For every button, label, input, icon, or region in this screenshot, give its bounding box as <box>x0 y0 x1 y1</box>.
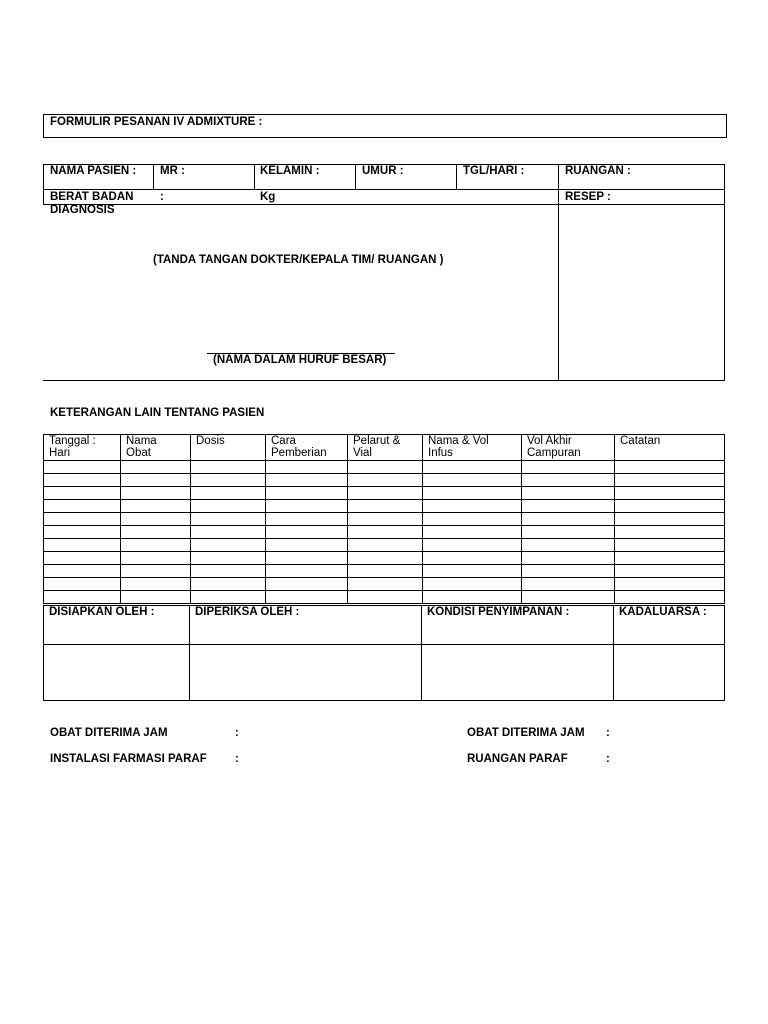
expiry-header <box>614 606 725 645</box>
ward-signature-colon: : <box>606 753 610 765</box>
diagnosis-label: DIAGNOSIS <box>50 204 115 216</box>
table-row <box>44 552 725 565</box>
administration-route-cell[interactable] <box>266 552 348 565</box>
preparation-table <box>43 605 725 701</box>
drug-name-cell[interactable] <box>121 539 191 552</box>
administration-route-cell[interactable] <box>266 513 348 526</box>
final-volume-header-label: Vol Akhir Campuran <box>527 435 581 459</box>
drug-name-cell[interactable] <box>121 500 191 513</box>
dose-cell[interactable] <box>191 526 266 539</box>
other-notes-label: KETERANGAN LAIN TENTANG PASIEN <box>50 407 265 419</box>
notes-cell[interactable] <box>615 500 725 513</box>
administration-route-cell[interactable] <box>266 461 348 474</box>
infusion-name-volume-cell[interactable] <box>423 565 522 578</box>
dose-cell[interactable] <box>191 591 266 604</box>
notes-cell[interactable] <box>615 513 725 526</box>
divider <box>558 164 559 190</box>
date-day-cell[interactable] <box>44 487 121 500</box>
drug-name-cell[interactable] <box>121 487 191 500</box>
ward-received-time-colon: : <box>606 727 610 739</box>
prepared-by-label: DISIAPKAN OLEH : <box>49 606 155 618</box>
final-volume-cell[interactable] <box>522 591 615 604</box>
dose-cell[interactable] <box>191 578 266 591</box>
solvent-vial-cell[interactable] <box>348 500 423 513</box>
ward-signature-label: RUANGAN PARAF <box>467 753 568 765</box>
final-volume-header <box>522 435 615 461</box>
ward-received-time-label: OBAT DITERIMA JAM <box>467 727 585 739</box>
solvent-vial-cell[interactable] <box>348 513 423 526</box>
administration-route-cell[interactable] <box>266 578 348 591</box>
administration-route-cell[interactable] <box>266 500 348 513</box>
prescription-label: RESEP : <box>565 191 611 203</box>
infusion-name-volume-header <box>423 435 522 461</box>
table-row <box>44 487 725 500</box>
final-volume-cell[interactable] <box>522 513 615 526</box>
infusion-name-volume-cell[interactable] <box>423 591 522 604</box>
solvent-vial-cell[interactable] <box>348 526 423 539</box>
table-row <box>44 526 725 539</box>
final-volume-cell[interactable] <box>522 500 615 513</box>
table-row <box>44 565 725 578</box>
date-day-cell[interactable] <box>44 513 121 526</box>
checked-by-label: DIPERIKSA OLEH : <box>195 606 300 618</box>
dose-cell[interactable] <box>191 500 266 513</box>
room-label: RUANGAN : <box>565 165 631 177</box>
notes-cell[interactable] <box>615 552 725 565</box>
notes-cell[interactable] <box>615 474 725 487</box>
solvent-vial-header-label: Pelarut & Vial <box>353 435 401 459</box>
drug-name-cell[interactable] <box>121 474 191 487</box>
storage-condition-header <box>422 606 614 645</box>
dose-cell[interactable] <box>191 513 266 526</box>
solvent-vial-header <box>348 435 423 461</box>
administration-route-cell[interactable] <box>266 565 348 578</box>
prepared-by-cell[interactable] <box>44 645 190 701</box>
divider <box>355 164 356 190</box>
age-label: UMUR : <box>362 165 404 177</box>
drug-name-cell[interactable] <box>121 552 191 565</box>
divider <box>43 204 725 205</box>
final-volume-cell[interactable] <box>522 552 615 565</box>
notes-cell[interactable] <box>615 487 725 500</box>
solvent-vial-cell[interactable] <box>348 474 423 487</box>
signature-label: (TANDA TANGAN DOKTER/KEPALA TIM/ RUANGAN ) <box>153 254 444 266</box>
final-volume-cell[interactable] <box>522 526 615 539</box>
notes-cell[interactable] <box>615 591 725 604</box>
name-caps-label: (NAMA DALAM HURUF BESAR) <box>213 354 387 366</box>
divider <box>153 164 154 190</box>
date-day-header <box>44 435 121 461</box>
pharmacy-received-time-colon: : <box>235 727 239 739</box>
solvent-vial-cell[interactable] <box>348 461 423 474</box>
table-row <box>44 513 725 526</box>
solvent-vial-cell[interactable] <box>348 591 423 604</box>
notes-cell[interactable] <box>615 565 725 578</box>
notes-cell[interactable] <box>615 578 725 591</box>
solvent-vial-cell[interactable] <box>348 565 423 578</box>
table-row <box>44 539 725 552</box>
administration-route-cell[interactable] <box>266 526 348 539</box>
notes-header <box>615 435 725 461</box>
dose-header <box>191 435 266 461</box>
table-row <box>44 500 725 513</box>
infusion-name-volume-cell[interactable] <box>423 474 522 487</box>
pharmacy-received-time-label: OBAT DITERIMA JAM <box>50 727 168 739</box>
dose-cell[interactable] <box>191 487 266 500</box>
drug-name-cell[interactable] <box>121 578 191 591</box>
checked-by-header <box>190 606 422 645</box>
body-weight-unit: Kg <box>260 191 276 203</box>
divider <box>43 380 725 381</box>
table-row <box>44 461 725 474</box>
date-day-cell[interactable] <box>44 591 121 604</box>
expiry-cell[interactable] <box>614 645 725 701</box>
expiry-label: KADALUARSA : <box>619 606 707 618</box>
infusion-name-volume-cell[interactable] <box>423 552 522 565</box>
infusion-name-volume-cell[interactable] <box>423 461 522 474</box>
table-row <box>44 474 725 487</box>
drug-name-cell[interactable] <box>121 513 191 526</box>
infusion-name-volume-cell[interactable] <box>423 539 522 552</box>
final-volume-cell[interactable] <box>522 487 615 500</box>
divider <box>456 164 457 190</box>
infusion-name-volume-cell[interactable] <box>423 487 522 500</box>
infusion-name-volume-cell[interactable] <box>423 513 522 526</box>
drug-name-cell[interactable] <box>121 591 191 604</box>
date-day-cell[interactable] <box>44 461 121 474</box>
patient-name-label: NAMA PASIEN : <box>50 165 137 177</box>
drug-name-cell[interactable] <box>121 526 191 539</box>
drug-name-header-label: Nama Obat <box>126 435 157 459</box>
drug-name-cell[interactable] <box>121 565 191 578</box>
table-row <box>44 591 725 604</box>
date-day-cell[interactable] <box>44 474 121 487</box>
pharmacy-signature-label: INSTALASI FARMASI PARAF <box>50 753 207 765</box>
gender-label: KELAMIN : <box>260 165 320 177</box>
solvent-vial-cell[interactable] <box>348 539 423 552</box>
infusion-name-volume-cell[interactable] <box>423 526 522 539</box>
date-day-cell[interactable] <box>44 552 121 565</box>
final-volume-cell[interactable] <box>522 474 615 487</box>
dose-cell[interactable] <box>191 461 266 474</box>
final-volume-cell[interactable] <box>522 461 615 474</box>
administration-route-cell[interactable] <box>266 591 348 604</box>
infusion-name-volume-cell[interactable] <box>423 578 522 591</box>
date-day-cell[interactable] <box>44 500 121 513</box>
administration-route-header-label: Cara Pemberian <box>271 435 327 459</box>
storage-condition-cell[interactable] <box>422 645 614 701</box>
final-volume-cell[interactable] <box>522 539 615 552</box>
medication-header-row <box>44 435 725 461</box>
notes-header-label: Catatan <box>620 435 661 447</box>
date-day-cell[interactable] <box>44 578 121 591</box>
form-title: FORMULIR PESANAN IV ADMIXTURE : <box>50 116 263 128</box>
dose-header-label: Dosis <box>196 435 225 447</box>
divider <box>558 190 559 380</box>
drug-name-header <box>121 435 191 461</box>
form-title-box <box>43 114 727 138</box>
prepared-by-header <box>44 606 190 645</box>
notes-cell[interactable] <box>615 526 725 539</box>
divider <box>254 164 255 190</box>
drug-name-cell[interactable] <box>121 461 191 474</box>
mr-label: MR : <box>160 165 185 177</box>
body-weight-label: BERAT BADAN <box>50 191 134 203</box>
table-row <box>44 578 725 591</box>
date-day-cell[interactable] <box>44 539 121 552</box>
divider <box>724 190 725 204</box>
divider <box>43 190 44 204</box>
solvent-vial-cell[interactable] <box>348 552 423 565</box>
date-day-cell[interactable] <box>44 565 121 578</box>
administration-route-cell[interactable] <box>266 487 348 500</box>
administration-route-cell[interactable] <box>266 539 348 552</box>
administration-route-cell[interactable] <box>266 474 348 487</box>
pharmacy-signature-colon: : <box>235 753 239 765</box>
notes-cell[interactable] <box>615 461 725 474</box>
administration-route-header <box>266 435 348 461</box>
medication-table <box>43 434 725 604</box>
dose-cell[interactable] <box>191 474 266 487</box>
dose-cell[interactable] <box>191 552 266 565</box>
final-volume-cell[interactable] <box>522 578 615 591</box>
date-day-label: TGL/HARI : <box>463 165 525 177</box>
notes-cell[interactable] <box>615 539 725 552</box>
divider <box>724 204 725 380</box>
final-volume-cell[interactable] <box>522 565 615 578</box>
infusion-name-volume-header-label: Nama & Vol Infus <box>428 435 489 459</box>
checked-by-cell[interactable] <box>190 645 422 701</box>
dose-cell[interactable] <box>191 565 266 578</box>
solvent-vial-cell[interactable] <box>348 487 423 500</box>
solvent-vial-cell[interactable] <box>348 578 423 591</box>
infusion-name-volume-cell[interactable] <box>423 500 522 513</box>
storage-condition-label: KONDISI PENYIMPANAN : <box>427 606 570 618</box>
body-weight-colon: : <box>160 191 164 203</box>
date-day-header-label: Tanggal : Hari <box>49 435 96 459</box>
date-day-cell[interactable] <box>44 526 121 539</box>
dose-cell[interactable] <box>191 539 266 552</box>
